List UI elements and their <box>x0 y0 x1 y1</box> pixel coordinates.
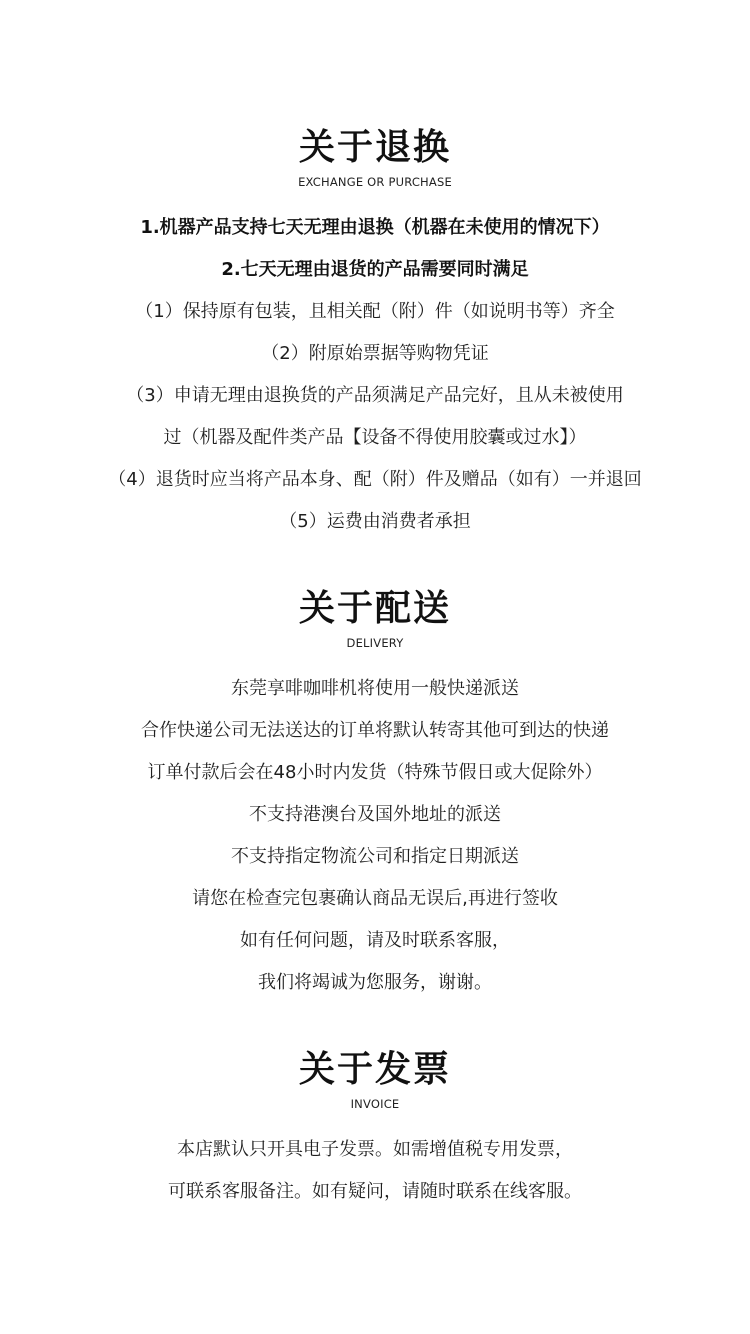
returns-subtitle: EXCHANGE OR PURCHASE <box>298 175 452 189</box>
invoice-policy-list <box>0 1129 750 1213</box>
delivery-title: 关于配送 <box>298 588 451 629</box>
returns-policy-list <box>0 207 750 543</box>
returns-policy-line: 1.机器产品支持七天无理由退换（机器在未使用的情况下） <box>140 217 610 238</box>
returns-policy-line: （1）保持原有包装，且相关配（附）件（如说明书等）齐全 <box>135 301 615 322</box>
delivery-policy-line: 如有任何问题，请及时联系客服， <box>240 930 510 951</box>
delivery-policy-line: 东莞享啡咖啡机将使用一般快递派送 <box>231 678 519 699</box>
returns-policy-line: （4）退货时应当将产品本身、配（附）件及赠品（如有）一并退回 <box>108 469 642 490</box>
delivery-policy-list <box>0 668 750 1004</box>
returns-policy-line: （5）运费由消费者承担 <box>279 511 471 532</box>
invoice-title: 关于发票 <box>298 1049 451 1090</box>
returns-section <box>0 126 750 543</box>
invoice-policy-line: 可联系客服备注。如有疑问，请随时联系在线客服。 <box>168 1181 582 1202</box>
delivery-policy-line: 请您在检查完包裹确认商品无误后,再进行签收 <box>192 888 558 909</box>
returns-title: 关于退换 <box>298 127 451 168</box>
delivery-section <box>0 587 750 1004</box>
returns-policy-line: （2）附原始票据等购物凭证 <box>261 343 489 364</box>
invoice-policy-line: 本店默认只开具电子发票。如需增值税专用发票， <box>177 1139 573 1160</box>
returns-policy-line: 过（机器及配件类产品【设备不得使用胶囊或过水】） <box>163 427 587 448</box>
returns-policy-line: （3）申请无理由退换货的产品须满足产品完好，且从未被使用 <box>126 385 624 406</box>
delivery-policy-line: 不支持港澳台及国外地址的派送 <box>249 804 501 825</box>
delivery-subtitle: DELIVERY <box>346 636 404 650</box>
invoice-subtitle: INVOICE <box>350 1097 400 1111</box>
delivery-policy-line: 订单付款后会在48小时内发货（特殊节假日或大促除外） <box>147 762 603 783</box>
delivery-policy-line: 不支持指定物流公司和指定日期派送 <box>231 846 519 867</box>
delivery-policy-line: 我们将竭诚为您服务，谢谢。 <box>258 972 492 993</box>
invoice-section <box>0 1048 750 1213</box>
delivery-policy-line: 合作快递公司无法送达的订单将默认转寄其他可到达的快递 <box>141 720 609 741</box>
returns-policy-line: 2.七天无理由退货的产品需要同时满足 <box>221 259 529 280</box>
